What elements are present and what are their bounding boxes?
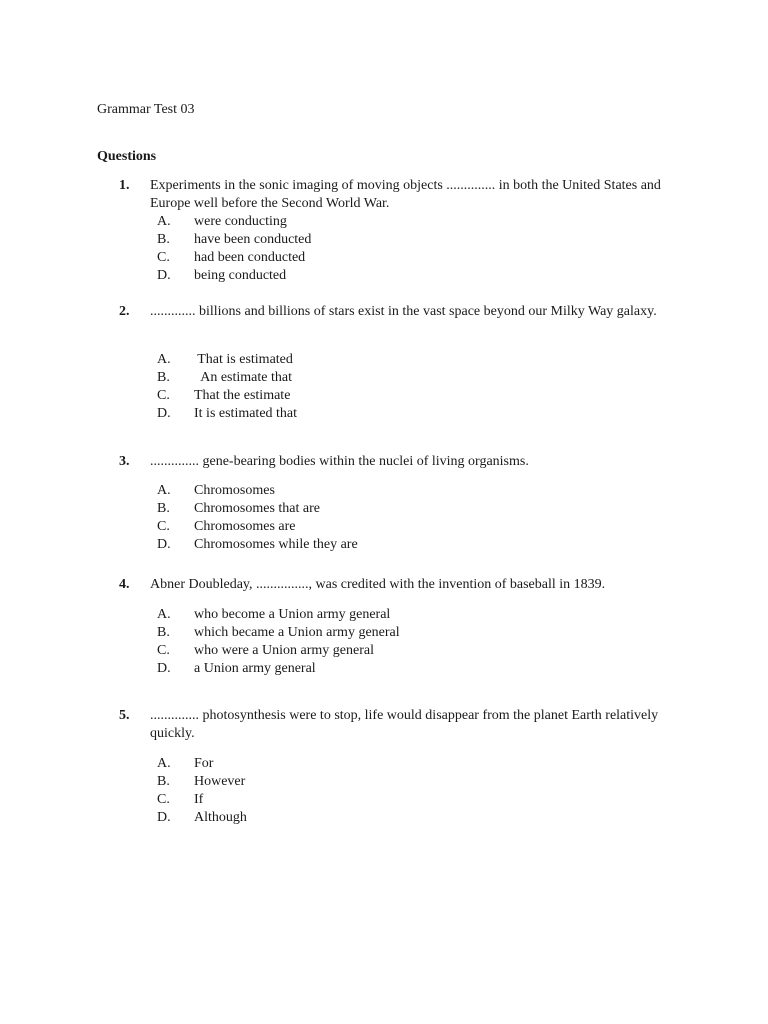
option-letter: C. xyxy=(157,519,170,534)
option-d xyxy=(0,405,768,423)
option-letter: B. xyxy=(157,625,170,640)
question-text: Experiments in the sonic imaging of moving objects .............. in both the United States and Europe well before the Second World War. xyxy=(150,178,661,211)
option-text: Chromosomes xyxy=(194,483,275,498)
option-letter: C. xyxy=(157,388,170,403)
question-text: .............. gene-bearing bodies within the nuclei of living organisms. xyxy=(150,454,529,469)
option-text: However xyxy=(194,774,246,789)
options-list xyxy=(0,755,768,827)
option-text: That is estimated xyxy=(194,352,293,367)
option-text: being conducted xyxy=(194,268,287,283)
option-text: who become a Union army general xyxy=(194,607,391,622)
option-text: An estimate that xyxy=(194,370,292,385)
option-text: have been conducted xyxy=(194,232,312,247)
option-letter: A. xyxy=(157,607,171,622)
option-letter: D. xyxy=(157,661,171,676)
option-a xyxy=(0,755,768,773)
option-b xyxy=(0,369,768,387)
option-letter: A. xyxy=(157,756,171,771)
option-b xyxy=(0,773,768,791)
option-letter: D. xyxy=(157,537,171,552)
question-text: .............. photosynthesis were to stop, life would disappear from the planet Earth relatively quickly. xyxy=(150,708,659,741)
option-letter: A. xyxy=(157,352,171,367)
options-list xyxy=(0,482,768,554)
option-letter: D. xyxy=(157,810,171,825)
option-text: If xyxy=(194,792,204,807)
document-title: Grammar Test 03 xyxy=(97,102,195,117)
option-letter: B. xyxy=(157,232,170,247)
question-number: 1. xyxy=(119,178,130,193)
option-d xyxy=(0,536,768,554)
option-text: Although xyxy=(194,810,247,825)
option-text: It is estimated that xyxy=(194,406,298,421)
option-text: who were a Union army general xyxy=(194,643,374,658)
option-a xyxy=(0,351,768,369)
option-letter: D. xyxy=(157,406,171,421)
option-text: That the estimate xyxy=(194,388,291,403)
question-number: 4. xyxy=(119,577,130,592)
option-letter: C. xyxy=(157,792,170,807)
question-text: ............. billions and billions of stars exist in the vast space beyond our Milky Way galaxy. xyxy=(150,304,657,319)
option-text: a Union army general xyxy=(194,661,316,676)
option-letter: B. xyxy=(157,370,170,385)
option-b xyxy=(0,500,768,518)
options-list xyxy=(0,606,768,678)
option-b xyxy=(0,231,768,249)
section-heading-questions: Questions xyxy=(97,149,157,164)
option-a xyxy=(0,606,768,624)
option-text: Chromosomes while they are xyxy=(194,537,358,552)
option-letter: A. xyxy=(157,483,171,498)
option-letter: A. xyxy=(157,214,171,229)
question-number: 5. xyxy=(119,708,130,723)
option-b xyxy=(0,624,768,642)
option-d xyxy=(0,267,768,285)
option-d xyxy=(0,809,768,827)
question-text: Abner Doubleday, ..............., was credited with the invention of baseball in 1839. xyxy=(150,577,606,592)
option-text: which became a Union army general xyxy=(194,625,400,640)
question-number: 3. xyxy=(119,454,130,469)
question-number: 2. xyxy=(119,304,130,319)
option-text: were conducting xyxy=(194,214,287,229)
option-d xyxy=(0,660,768,678)
option-c xyxy=(0,642,768,660)
option-letter: B. xyxy=(157,774,170,789)
option-a xyxy=(0,482,768,500)
option-text: For xyxy=(194,756,214,771)
option-letter: B. xyxy=(157,501,170,516)
option-c xyxy=(0,387,768,405)
option-letter: C. xyxy=(157,643,170,658)
option-text: had been conducted xyxy=(194,250,306,265)
option-c xyxy=(0,249,768,267)
option-letter: D. xyxy=(157,268,171,283)
option-text: Chromosomes are xyxy=(194,519,296,534)
option-text: Chromosomes that are xyxy=(194,501,320,516)
option-letter: C. xyxy=(157,250,170,265)
options-list xyxy=(0,213,768,285)
options-list xyxy=(0,351,768,423)
option-a xyxy=(0,213,768,231)
option-c xyxy=(0,791,768,809)
option-c xyxy=(0,518,768,536)
